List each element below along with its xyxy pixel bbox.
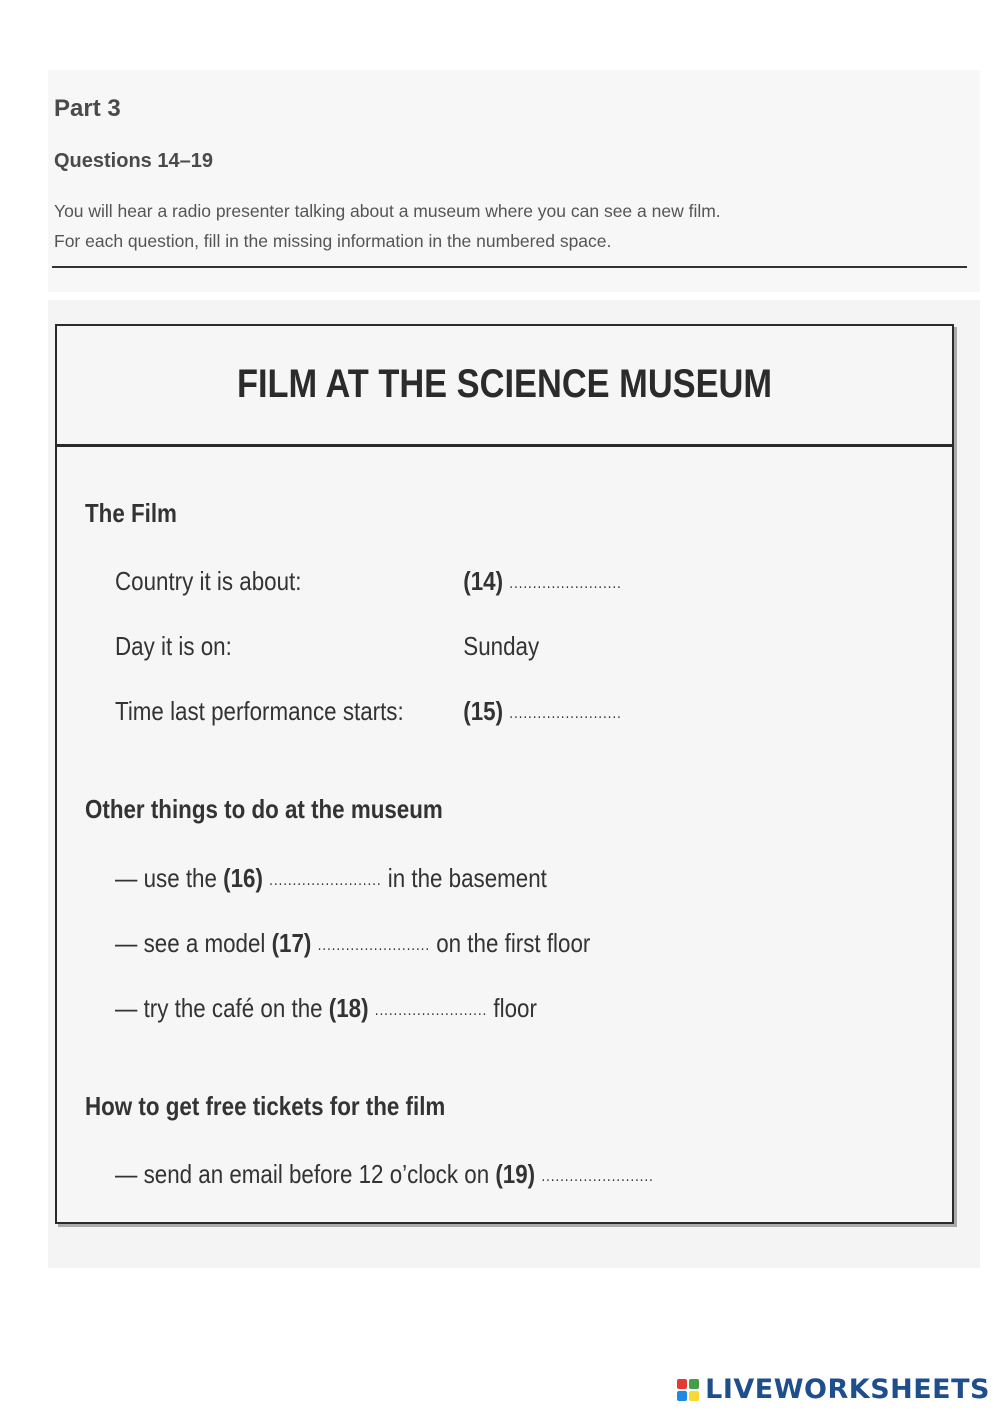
row-label: Country it is about:	[115, 566, 302, 596]
row-value: Sunday	[463, 631, 540, 661]
item-text: floor	[493, 993, 537, 1023]
instruction-line-2: For each question, fill in the missing information in the numbered space.	[54, 231, 612, 251]
item-text: in the basement	[387, 863, 547, 893]
logo-square	[677, 1391, 687, 1401]
answer-blank-19[interactable]: ........................	[541, 1168, 654, 1185]
question-number: (14)	[463, 566, 504, 596]
logo-square	[689, 1379, 699, 1389]
item-19	[115, 1159, 654, 1190]
item-text: — send an email before 12 o’clock on	[115, 1159, 490, 1189]
item-text: — see a model	[115, 928, 266, 958]
liveworksheets-logo-icon	[677, 1379, 699, 1401]
logo-square	[677, 1379, 687, 1389]
liveworksheets-brand[interactable]	[677, 1374, 990, 1405]
question-number: (17)	[271, 928, 312, 958]
brand-name: LIVEWORKSHEETS	[705, 1374, 990, 1405]
box-title-row	[57, 326, 952, 447]
instruction-line-1: You will hear a radio presenter talking about a museum where you can see a new film.	[54, 201, 721, 221]
row-label: Day it is on:	[115, 631, 232, 661]
logo-square	[689, 1391, 699, 1401]
answer-blank-17[interactable]: ........................	[317, 937, 431, 954]
row-day	[115, 631, 539, 662]
row-label: Time last performance starts:	[115, 696, 404, 726]
form-title: FILM AT THE SCIENCE MUSEUM	[236, 362, 773, 406]
row-time	[115, 696, 622, 727]
question-number: (19)	[495, 1159, 536, 1189]
item-16	[115, 863, 547, 894]
question-number: (18)	[328, 993, 369, 1023]
item-18	[115, 993, 537, 1024]
section-heading-other: Other things to do at the museum	[85, 794, 443, 824]
item-17	[115, 928, 590, 959]
question-number: (15)	[463, 696, 504, 726]
answer-blank-14[interactable]: ........................	[509, 575, 622, 592]
answer-blank-15[interactable]: ........................	[509, 705, 622, 722]
answer-blank-18[interactable]: ........................	[374, 1002, 488, 1019]
item-text: — try the café on the	[115, 993, 323, 1023]
notes-form-box	[55, 324, 954, 1224]
part-title: Part 3	[54, 95, 121, 122]
questions-range: Questions 14–19	[54, 150, 213, 172]
instructions-scan-area	[48, 70, 980, 292]
section-heading-film: The Film	[85, 498, 177, 528]
item-text: on the first floor	[436, 928, 591, 958]
row-country	[115, 566, 622, 597]
divider	[52, 266, 967, 268]
section-heading-tickets: How to get free tickets for the film	[85, 1091, 446, 1121]
item-text: — use the	[115, 863, 217, 893]
question-number: (16)	[223, 863, 263, 893]
answer-blank-16[interactable]: ........................	[269, 872, 382, 889]
